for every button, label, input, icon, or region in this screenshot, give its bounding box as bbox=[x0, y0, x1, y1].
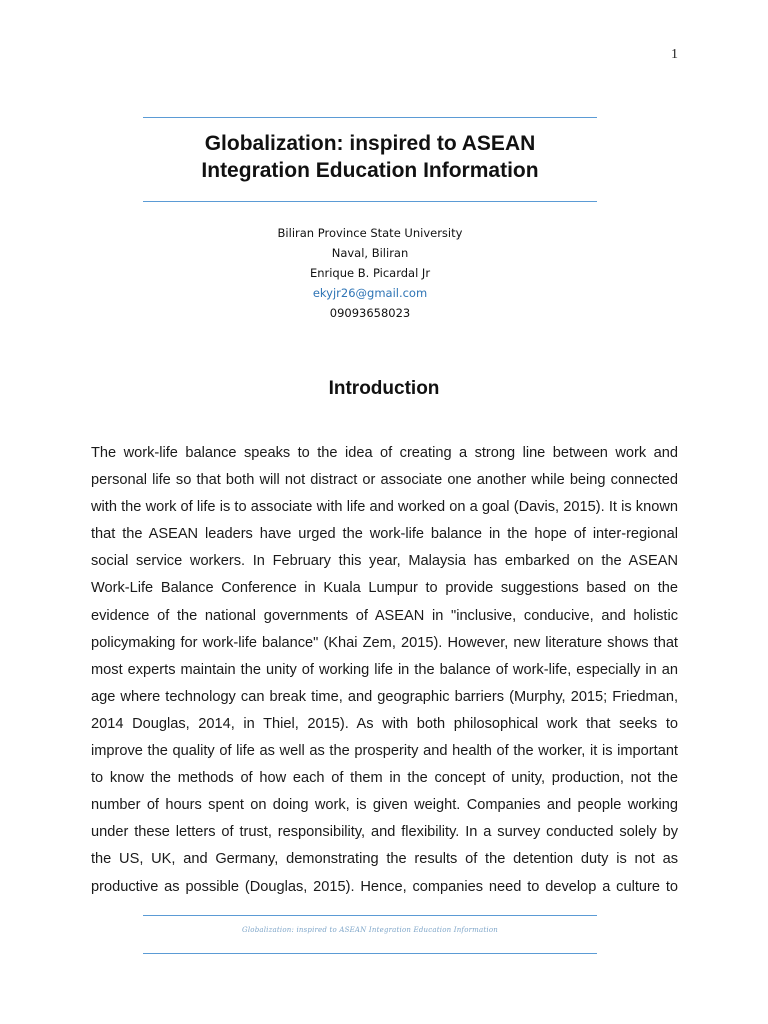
body-line: to know the methods of how each of them in the concept of unity, production, not the bbox=[91, 770, 678, 787]
title-line-2: Integration Education Information bbox=[201, 159, 539, 182]
body-line: that the ASEAN leaders have urged the work-life balance in the hope of inter-regional bbox=[91, 526, 678, 543]
footer-rule-bottom bbox=[143, 953, 597, 954]
author-email-link[interactable]: ekyjr26@gmail.com bbox=[312, 286, 428, 300]
body-line: under these letters of trust, responsibility, and flexibility. In a survey conducted solely by bbox=[91, 824, 678, 841]
body-line: policymaking for work-life balance" (Khai Zem, 2015). However, new literature shows that bbox=[91, 634, 678, 651]
header-rule-top bbox=[143, 117, 597, 118]
body-line: improve the quality of life as well as the prosperity and health of the worker, it is important bbox=[91, 743, 678, 760]
document-title bbox=[143, 130, 597, 184]
body-line: 2014 Douglas, 2014, in Thiel, 2015). As with both philosophical work that seeks to bbox=[91, 715, 678, 732]
university-location: Naval, Biliran bbox=[331, 246, 409, 260]
author-block bbox=[143, 223, 597, 323]
university-name: Biliran Province State University bbox=[277, 226, 463, 240]
body-line: with the work of life is to associate with life and worked on a goal (Davis, 2015). It is known bbox=[91, 499, 678, 516]
page-number: 1 bbox=[671, 47, 678, 62]
body-line: personal life so that both will not distract or associate one another while being connected bbox=[91, 472, 678, 489]
body-line: evidence of the national governments of ASEAN in "inclusive, conducive, and holistic bbox=[91, 607, 678, 624]
body-line: most experts maintain the unity of working life in the balance of work-life, especially in an bbox=[91, 661, 678, 678]
footer-running-title: Globalization: inspired to ASEAN Integration Education Information bbox=[242, 926, 498, 934]
section-heading: Introduction bbox=[328, 378, 440, 399]
author-name: Enrique B. Picardal Jr bbox=[309, 266, 431, 280]
author-phone: 09093658023 bbox=[329, 306, 411, 320]
body-paragraph bbox=[91, 440, 678, 901]
body-line: The work-life balance speaks to the idea of creating a strong line between work and bbox=[91, 445, 678, 461]
body-line: the US, UK, and Germany, demonstrating the results of the detention duty is not as bbox=[91, 851, 678, 868]
body-line: productive as possible (Douglas, 2015). Hence, companies need to develop a culture to bbox=[91, 878, 678, 895]
title-line-1: Globalization: inspired to ASEAN bbox=[204, 132, 536, 155]
header-rule-bottom bbox=[143, 201, 597, 202]
body-line: number of hours spent on doing work, is given weight. Companies and people working bbox=[91, 797, 678, 814]
footer-rule-top bbox=[143, 915, 597, 916]
body-line: age where technology can break time, and geographic barriers (Murphy, 2015; Friedman, bbox=[91, 688, 678, 705]
body-line: Work-Life Balance Conference in Kuala Lumpur to provide suggestions based on the bbox=[91, 580, 678, 597]
body-line: social service workers. In February this year, Malaysia has embarked on the ASEAN bbox=[91, 553, 678, 570]
